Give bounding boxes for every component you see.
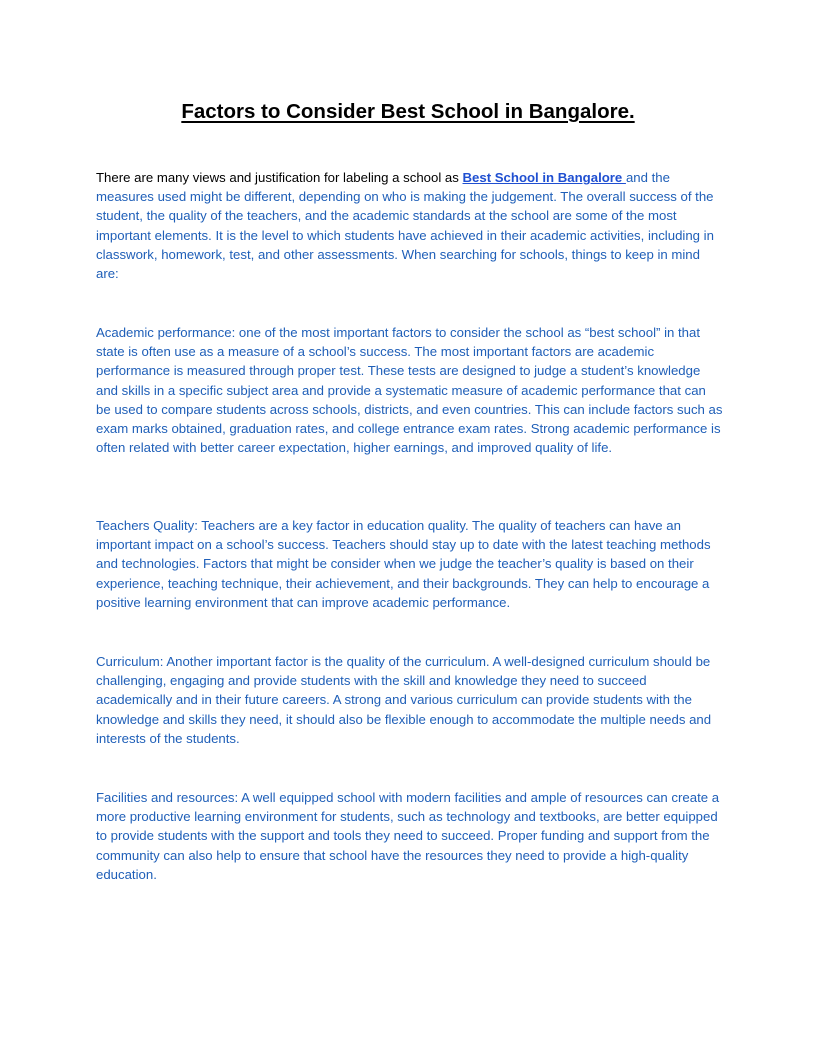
document-title (0, 98, 816, 126)
intro-lead-text: There are many views and justification for labeling a school as (96, 170, 463, 185)
curriculum-paragraph: Curriculum: Another important factor is the quality of the curriculum. A well-designed curriculum should be challenging, engaging and provide students with the skill and knowledge they need to succeed academically and in their future careers. A strong and various curriculum can provide students with the knowledge and skills they need, it should also be flexible enough to accommodate the multiple needs and interests of the students. (96, 654, 712, 746)
intro-paragraph (96, 168, 724, 283)
intro-rest-text: and the measures used might be different, depending on who is making the judgement. The overall success of the student, the quality of the teachers, and the academic standards at the school are some of the most important elements. It is the level to which students have achieved in their academic activities, including in classwork, homework, test, and other assessments. When searching for schools, things to keep in mind are: (96, 170, 714, 282)
academic-performance-paragraph: Academic performance: one of the most important factors to consider the school as “best school” in that state is often use as a measure of a school’s success. The most important factors are academic performance is measured through proper test. These tests are designed to judge a student’s knowledge and skills in a specific subject area and provide a systematic measure of academic performance that can be used to compare students across schools, districts, and even countries. This can include factors such as exam marks obtained, graduation rates, and college entrance exam rates. Strong academic performance is often related with better career expectation, higher earnings, and improved quality of life. (96, 325, 723, 456)
document-title-text: Factors to Consider Best School in Bangalore. (181, 100, 635, 123)
best-school-link[interactable]: Best School in Bangalore (462, 170, 626, 185)
teachers-quality-paragraph: Teachers Quality: Teachers are a key factor in education quality. The quality of teachers can have an important impact on a school’s success. Teachers should stay up to date with the latest teaching methods and technologies. Factors that might be consider when we judge the teacher’s quality is based on their experience, teaching technique, their achievement, and their backgrounds. They can help to encourage a positive learning environment that can improve academic performance. (96, 518, 711, 610)
facilities-resources-paragraph: Facilities and resources: A well equipped school with modern facilities and ample of resources can create a more productive learning environment for students, such as technology and textbooks, are better equipped to provide students with the support and tools they need to succeed. Proper funding and support from the community can also help to ensure that school have the resources they need to provide a high-quality education. (96, 790, 720, 882)
